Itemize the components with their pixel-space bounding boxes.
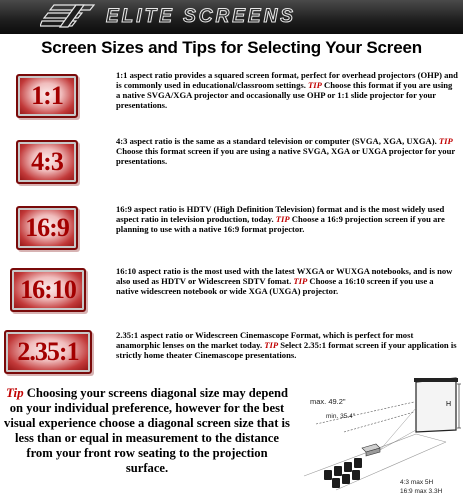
ratio-badge	[16, 206, 78, 250]
tip-text: Choose a 16:10 screen if you use a native widescreen notebook or wide XGA (UXGA) projector.	[116, 276, 434, 296]
projector-illustration	[362, 408, 416, 456]
ratio-description-text: 16:9 aspect ratio is HDTV (High Definition Television) format and is the most widely used aspect ratio in television production, today.	[116, 204, 445, 224]
brand-name: ELITE SCREENS	[106, 6, 296, 27]
ratio-description	[116, 70, 458, 110]
tip-text: Choosing your screens diagonal size may depend on your individual preference, however for the best visual experience choose a diagonal screen size that is less than or equal in measurement to the distance from your front row seating to the projection surface.	[4, 386, 290, 475]
ratio-badge	[10, 268, 86, 312]
max-distance-label: max. 49.2"	[310, 397, 346, 406]
ratio-badge	[4, 330, 92, 374]
tip-label: TIP	[275, 214, 290, 224]
ratio-badge-label: 1:1	[31, 81, 63, 110]
elite-screens-logo-icon	[40, 3, 96, 29]
ratio-badge	[16, 140, 78, 184]
tip-label: TIP	[264, 340, 279, 350]
ratio-description	[116, 136, 458, 166]
tip-text: Select 2.35:1 format screen if your application is strictly home theater Cinemascope presentations.	[116, 340, 457, 360]
tip-text: Choose this format screen if you are using a native SVGA, XGA or UXGA projector for your presentations.	[116, 146, 456, 166]
screen-illustration	[414, 378, 458, 432]
ratio-43-distance: 4:3 max 5H	[400, 479, 434, 486]
ratio-description-text: 16:10 aspect ratio is the most used with the latest WXGA or WUXGA notebooks, and is now also used as HDTV or Widescreen SDTV fomat.	[116, 266, 453, 286]
viewing-distance-tip	[4, 385, 290, 476]
tip-label: TIP	[308, 80, 322, 90]
ratio-badge-label: 16:10	[20, 275, 76, 304]
tip-label: TIP	[438, 136, 453, 146]
ratio-description	[116, 266, 458, 296]
viewing-distance-diagram	[296, 372, 463, 500]
audience-seats	[324, 458, 362, 488]
ratio-badge-label: 16:9	[25, 213, 69, 242]
height-label: H	[446, 401, 452, 408]
tip-label: Tip	[6, 385, 24, 400]
ratio-description	[116, 204, 458, 234]
page-title: Screen Sizes and Tips for Selecting Your Screen	[41, 38, 422, 57]
ratio-badge	[16, 74, 78, 118]
ratio-description-text: 2.35:1 aspect ratio or Widescreen Cinemascope Format, which is perfect for most anamorphic lenses on the market today.	[116, 330, 414, 350]
min-distance-label: min. 35.4"	[326, 413, 356, 420]
ratio-badge-label: 4:3	[31, 147, 63, 176]
tip-text: Choose this format if you are using a native SVGA/XGA projector and occasionally use OHP or 1:1 slide projector for your presentations.	[116, 80, 453, 110]
ratio-badge-label: 2.35:1	[17, 337, 79, 366]
tip-text: Choose a 16:9 projection screen if you are planning to use with a native 16:9 format projector.	[116, 214, 445, 234]
ratio-description-text: 4:3 aspect ratio is the same as a standard television or computer (SVGA, XGA, UXGA).	[116, 136, 437, 146]
ratio-169-distance: 16:9 max 3.3H	[400, 488, 443, 495]
header-banner	[0, 0, 463, 34]
height-marker	[457, 384, 461, 428]
ratio-description-text: 1:1 aspect ratio provides a squared screen format, perfect for overhead projectors (OHP) and is commonly used in educational/classroom settings.	[116, 70, 458, 90]
tip-label: TIP	[293, 276, 308, 286]
ratio-description	[116, 330, 458, 360]
